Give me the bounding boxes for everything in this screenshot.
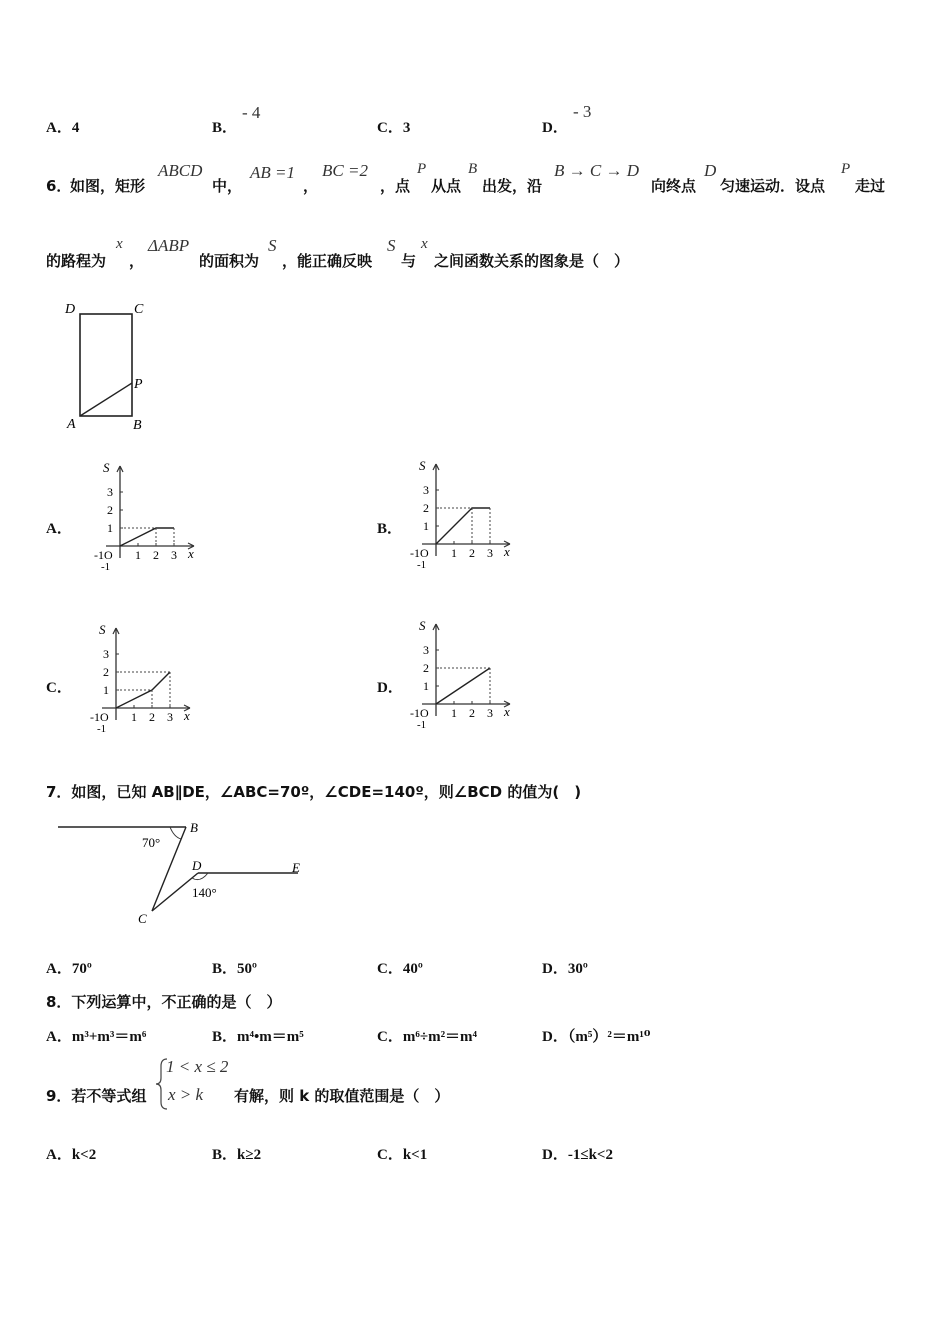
q7-text: 7．如图，已知 AB∥DE，∠ABC=70º，∠CDE=140º，则∠BCD 的值为( ) <box>46 783 582 801</box>
x-axis-label: x <box>188 546 194 561</box>
q6-text: ， <box>129 252 145 270</box>
function-line <box>436 668 490 704</box>
origin-label: -1O <box>410 706 429 720</box>
y-tick-label: 3 <box>423 643 429 657</box>
y-tick-label: 2 <box>423 661 429 675</box>
label-b: B <box>133 418 142 433</box>
x-tick-label: 1 <box>451 706 457 720</box>
q6-math: P <box>417 161 427 177</box>
y-axis-label: S <box>419 458 426 473</box>
label-d: D <box>65 302 76 317</box>
q6-math: B → C → D <box>554 161 639 180</box>
y-tick-label: 3 <box>107 485 113 499</box>
origin-label: -1O <box>94 548 113 562</box>
q9-option-a[interactable]: A．k<2 <box>46 1147 97 1163</box>
angle-70-label: 70° <box>142 835 161 850</box>
x-tick-label: 2 <box>149 710 155 724</box>
q6-math: BC =2 <box>322 161 368 180</box>
label-a: A <box>67 417 76 432</box>
q6-graph-c <box>82 618 202 738</box>
q7-figure <box>50 815 320 930</box>
function-line <box>436 508 490 544</box>
q6-text: 从点 <box>431 177 462 195</box>
neg-one-label: -1 <box>417 559 427 571</box>
q9-inequality-2: x > k <box>168 1085 204 1104</box>
y-tick-label: 2 <box>107 503 113 517</box>
q7-option-c[interactable]: C．40º <box>377 961 423 977</box>
q6-text: 向终点 <box>651 177 697 195</box>
q5-option-b[interactable]: B． <box>212 120 238 136</box>
label-b: B <box>190 820 198 835</box>
q6-text: 之间函数关系的图象是（ ） <box>434 252 630 270</box>
q6-option-c[interactable]: C． <box>46 680 72 696</box>
y-tick-label: 3 <box>423 483 429 497</box>
x-tick-label: 3 <box>167 710 173 724</box>
y-axis-label: S <box>99 622 106 637</box>
x-tick-label: 3 <box>487 706 493 720</box>
label-p: P <box>134 377 143 392</box>
label-e: E <box>292 860 300 875</box>
y-tick-label: 1 <box>423 679 429 693</box>
q6-number: 6． <box>46 177 72 195</box>
q5-option-d-value: - 3 <box>573 102 592 121</box>
x-axis-label: x <box>504 544 510 559</box>
q6-rectangle-figure <box>60 296 160 436</box>
q5-option-b-value: - 4 <box>242 103 261 122</box>
q5-option-d[interactable]: D． <box>542 120 568 136</box>
q8-text: 8．下列运算中，不正确的是（ ） <box>46 993 282 1011</box>
q6-math: D <box>704 161 717 180</box>
y-tick-label: 1 <box>423 519 429 533</box>
q6-text: 走过 <box>855 177 886 195</box>
y-axis-label: S <box>103 460 110 475</box>
label-c: C <box>138 911 147 926</box>
segment-ap <box>80 383 132 416</box>
q6-math: x <box>421 236 428 252</box>
q8-option-c[interactable]: C．m⁶÷m²＝m⁴ <box>377 1029 478 1045</box>
q6-text: ，能正确反映 <box>282 252 373 270</box>
x-tick-label: 1 <box>131 710 137 724</box>
q6-math: ΔABP <box>148 236 190 255</box>
q6-text: 与 <box>401 252 417 270</box>
q6-math: P <box>841 161 851 177</box>
angle-140-label: 140° <box>192 885 217 900</box>
q6-math: ABCD <box>158 161 203 180</box>
y-tick-label: 1 <box>103 683 109 697</box>
neg-one-label: -1 <box>417 719 427 731</box>
q8-option-a[interactable]: A．m³+m³＝m⁶ <box>46 1029 147 1045</box>
q6-option-d[interactable]: D． <box>377 680 403 696</box>
q9-inequality-1: 1 < x ≤ 2 <box>166 1057 229 1076</box>
q9-text-1: 9．若不等式组 <box>46 1087 147 1105</box>
q6-math: S <box>387 236 396 255</box>
neg-one-label: -1 <box>97 723 107 735</box>
q6-text: 如图，矩形 <box>70 177 146 195</box>
x-tick-label: 2 <box>469 706 475 720</box>
q6-math: AB =1 <box>250 163 295 182</box>
x-tick-label: 1 <box>135 548 141 562</box>
x-tick-label: 2 <box>153 548 159 562</box>
q6-text: 出发，沿 <box>482 177 543 195</box>
q9-option-c[interactable]: C．k<1 <box>377 1147 428 1163</box>
q7-option-d[interactable]: D．30º <box>542 961 588 977</box>
q6-math: S <box>268 236 277 255</box>
q6-text: 的路程为 <box>46 252 107 270</box>
q8-option-b[interactable]: B．m⁴•m＝m⁵ <box>212 1029 304 1045</box>
y-tick-label: 3 <box>103 647 109 661</box>
q8-option-d[interactable]: D．（m⁵）²＝m¹⁰ <box>542 1029 651 1045</box>
x-tick-label: 2 <box>469 546 475 560</box>
neg-one-label: -1 <box>101 561 111 573</box>
q6-graph-d <box>402 614 522 734</box>
label-c: C <box>134 302 144 317</box>
q9-text-2: 有解，则 k 的取值范围是（ ） <box>234 1087 450 1105</box>
q6-option-a[interactable]: A． <box>46 521 72 537</box>
q9-option-b[interactable]: B．k≥2 <box>212 1147 262 1163</box>
q7-option-b[interactable]: B．50º <box>212 961 257 977</box>
label-d: D <box>192 858 202 873</box>
q6-text: 匀速运动．设点 <box>720 177 826 195</box>
origin-label: -1O <box>410 546 429 560</box>
q6-math: B <box>468 161 478 177</box>
q6-text: ， <box>303 177 319 195</box>
rectangle-abcd <box>80 314 132 416</box>
q6-graph-a <box>86 456 206 576</box>
y-tick-label: 2 <box>103 665 109 679</box>
x-tick-label: 3 <box>171 548 177 562</box>
q6-math: x <box>116 236 123 252</box>
y-tick-label: 2 <box>423 501 429 515</box>
q9-option-d[interactable]: D．-1≤k<2 <box>542 1147 613 1163</box>
y-tick-label: 1 <box>107 521 113 535</box>
angle-arc-b <box>170 827 181 839</box>
q5-option-c[interactable]: C．3 <box>377 120 411 136</box>
x-tick-label: 1 <box>451 546 457 560</box>
q6-graph-b <box>402 454 522 574</box>
function-line <box>120 528 174 546</box>
q6-text: ，点 <box>380 177 411 195</box>
q7-option-a[interactable]: A．70º <box>46 961 92 977</box>
x-axis-label: x <box>184 708 190 723</box>
origin-label: -1O <box>90 710 109 724</box>
y-axis-label: S <box>419 618 426 633</box>
q6-text: 的面积为 <box>199 252 260 270</box>
q6-option-b[interactable]: B． <box>377 521 403 537</box>
q5-option-a[interactable]: A．4 <box>46 120 80 136</box>
q6-text: 中， <box>212 177 243 195</box>
x-axis-label: x <box>504 704 510 719</box>
x-tick-label: 3 <box>487 546 493 560</box>
